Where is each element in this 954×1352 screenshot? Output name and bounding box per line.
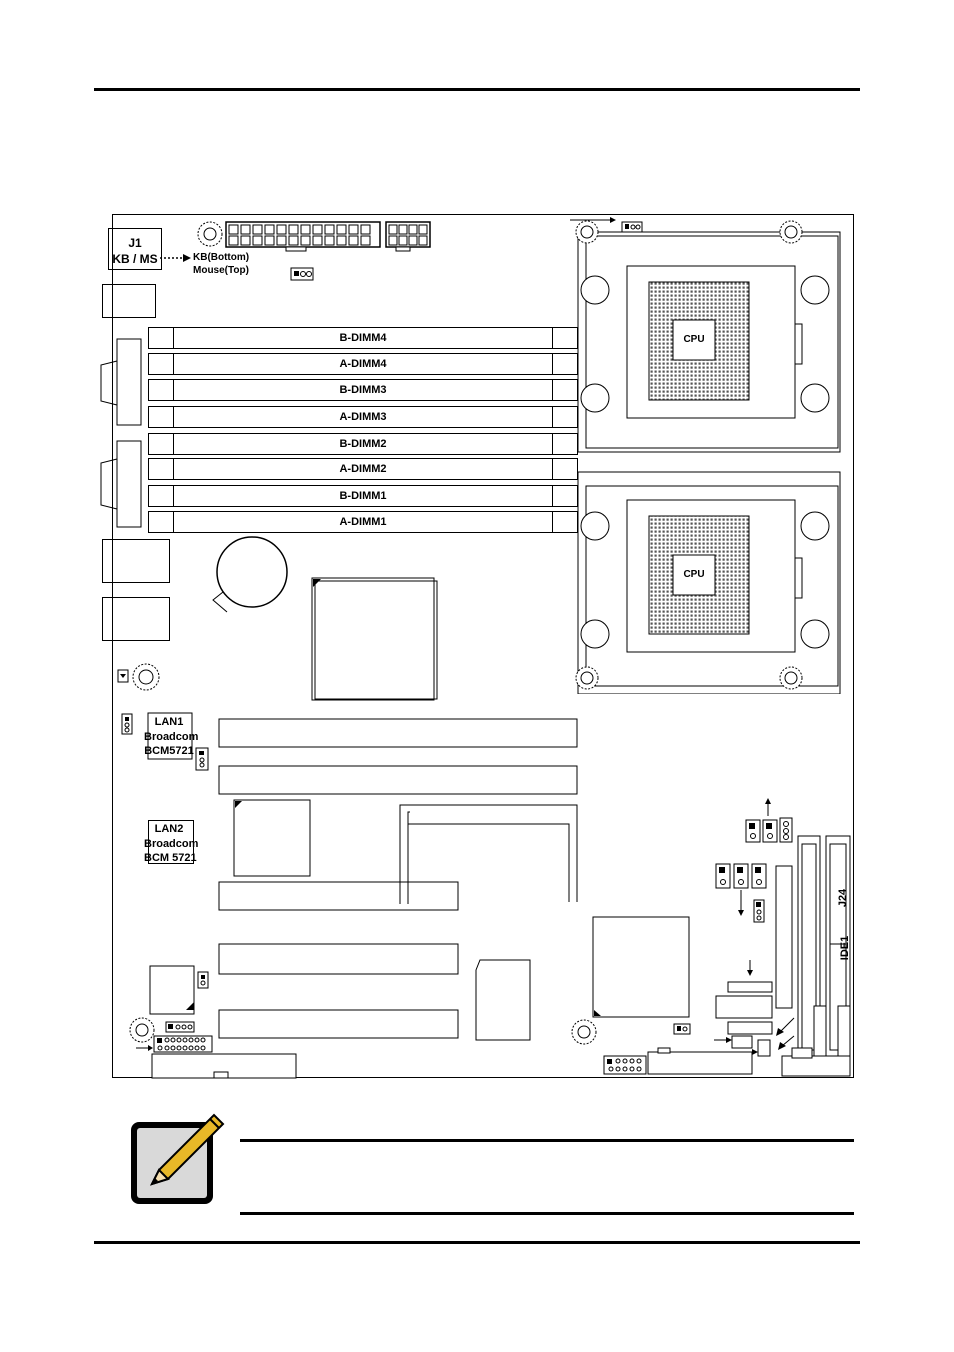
dimm-label: A-DIMM3 <box>339 411 387 423</box>
dimm-slot-b2 <box>148 433 578 455</box>
dimm-label: B-DIMM4 <box>339 332 387 344</box>
dimm-label: A-DIMM2 <box>339 463 387 475</box>
jumper-3pin <box>290 267 314 281</box>
jumper-and-screw <box>116 660 166 694</box>
ide1-label: IDE1 <box>839 935 852 961</box>
note-bottom-rule <box>240 1212 854 1215</box>
lan-port-2 <box>102 597 170 641</box>
serial-parallel-ports <box>97 337 143 529</box>
kb-bottom-note: KB(Bottom) <box>193 252 250 263</box>
ide-connectors-and-jumpers <box>704 796 854 1078</box>
dimm-label: B-DIMM3 <box>339 384 387 396</box>
lan1-model: BCM5721 <box>144 745 194 757</box>
note-top-rule <box>240 1139 854 1142</box>
dimm-label: B-DIMM1 <box>339 490 387 502</box>
dimm-label: B-DIMM2 <box>339 438 387 450</box>
dimm-label: A-DIMM1 <box>339 516 387 528</box>
kb-arrow-icon <box>160 252 192 264</box>
battery-and-chipset <box>205 532 445 704</box>
cpu1-label: CPU <box>683 334 705 345</box>
lan1-vendor: Broadcom <box>144 731 199 743</box>
header-rule <box>94 88 860 91</box>
j24-label: J24 <box>837 888 850 908</box>
lan1-label: LAN1 <box>154 716 184 728</box>
cpu-socket-area <box>570 214 854 694</box>
lan2-label: LAN2 <box>154 823 184 835</box>
dimm-slot-a3 <box>148 406 578 428</box>
usb-port <box>102 284 156 318</box>
j1-label: J1 <box>128 236 142 250</box>
lower-left-components <box>126 962 316 1080</box>
cpu2-label: CPU <box>683 569 705 580</box>
dimm-slot-b4 <box>148 327 578 349</box>
dimm-slot-a2 <box>148 458 578 480</box>
lan2-vendor: Broadcom <box>144 838 199 850</box>
lan-port-1 <box>102 539 170 583</box>
dimm-slot-b1 <box>148 485 578 507</box>
pencil-note-icon <box>126 1112 226 1208</box>
mouse-top-note: Mouse(Top) <box>193 265 249 276</box>
footer-rule <box>94 1241 860 1244</box>
lan2-model: BCM 5721 <box>144 852 197 864</box>
dimm-slot-b3 <box>148 379 578 401</box>
kb-ms-label: KB / MS <box>112 252 158 266</box>
dimm-slot-a1 <box>148 511 578 533</box>
dimm-label: A-DIMM4 <box>339 358 387 370</box>
dimm-slot-a4 <box>148 353 578 375</box>
atx-power-connector <box>196 218 436 256</box>
